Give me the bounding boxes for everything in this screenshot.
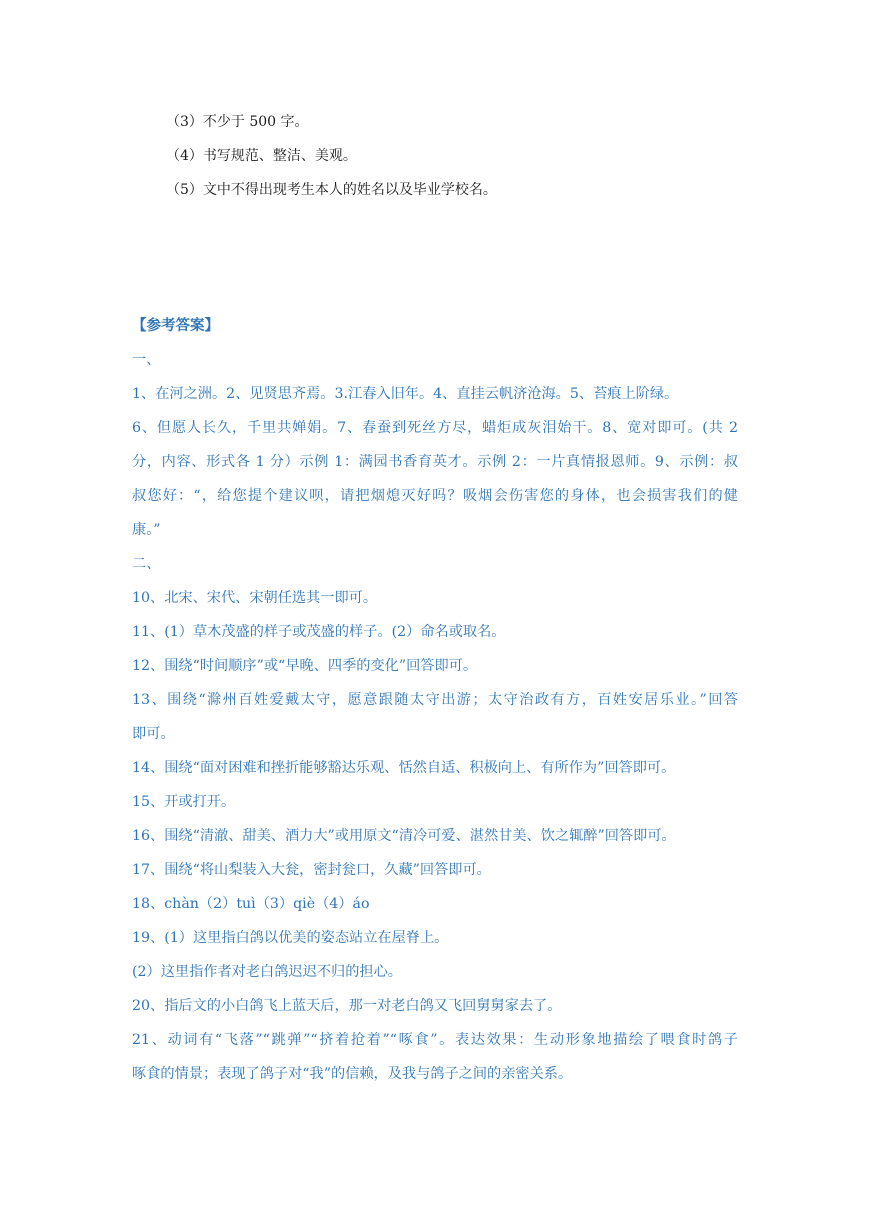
answer-line: 12、围绕“时间顺序”或“早晚、四季的变化”回答即可。 [132,658,478,674]
answer-line: 16、围绕“清澈、甜美、酒力大”或用原文“清冷可爱、湛然甘美、饮之辄醉”回答即可。 [132,828,676,844]
answer-line: 19、(1）这里指白鸽以优美的姿态站立在屋脊上。 [132,930,449,946]
answer-line: 10、北宋、宋代、宋朝任选其一即可。 [132,590,378,606]
answer-line: 21、动词有“飞落”“跳弹”“挤着抢着”“啄食”。表达效果：生动形象地描绘了喂食时鸽子 [132,1032,738,1048]
answer-line: 15、开或打开。 [132,794,236,810]
answer-line: 6、但愿人长久，千里共婵娟。7、春蚕到死丝方尽，蜡炬成灰泪始干。8、宽对即可。(共 2 [132,420,738,436]
answer-heading: 【参考答案】 [132,317,219,334]
answer-line: 20、指后文的小白鸽飞上蓝天后，那一对老白鸽又飞回舅舅家去了。 [132,998,562,1014]
section-label-one: 一、 [132,352,161,368]
answer-line: 即可。 [132,726,175,742]
answer-line: 11、(1）草木茂盛的样子或茂盛的样子。(2）命名或取名。 [132,624,506,640]
section-label-two: 二、 [132,556,161,572]
requirement-line-5: （5）文中不得出现考生本人的姓名以及毕业学校名。 [166,182,497,198]
requirement-line-4: （4）书写规范、整洁、美观。 [166,148,357,164]
answer-line: 分，内容、形式各 1 分）示例 1：满园书香育英才。示例 2：一片真情报恩师。9、示例：叔 [132,454,738,470]
answer-line: 14、围绕“面对困难和挫折能够豁达乐观、恬然自适、积极向上、有所作为”回答即可。 [132,760,676,776]
requirement-line-3: （3）不少于 500 字。 [166,114,309,130]
answer-line: 啄食的情景；表现了鸽子对“我”的信赖，及我与鸽子之间的亲密关系。 [132,1066,573,1082]
answer-line: 13、围绕“滁州百姓爱戴太守，愿意跟随太守出游；太守治政有方，百姓安居乐业。”回答 [132,692,738,708]
answer-line: 18、chàn（2）tuì（3）qiè（4）áo [132,896,370,912]
answer-line: 叔您好：“，给您提个建议呗，请把烟熄灭好吗？吸烟会伤害您的身体，也会损害我们的健 [132,488,738,504]
answer-line: 17、围绕“将山梨装入大瓮，密封瓮口，久藏”回答即可。 [132,862,491,878]
answer-line: 康。” [132,522,161,538]
answer-line: 1、在河之洲。2、见贤思齐焉。3.江春入旧年。4、直挂云帆济沧海。5、苔痕上阶绿。 [132,386,679,402]
answer-line: (2）这里指作者对老白鸽迟迟不归的担心。 [132,964,402,980]
